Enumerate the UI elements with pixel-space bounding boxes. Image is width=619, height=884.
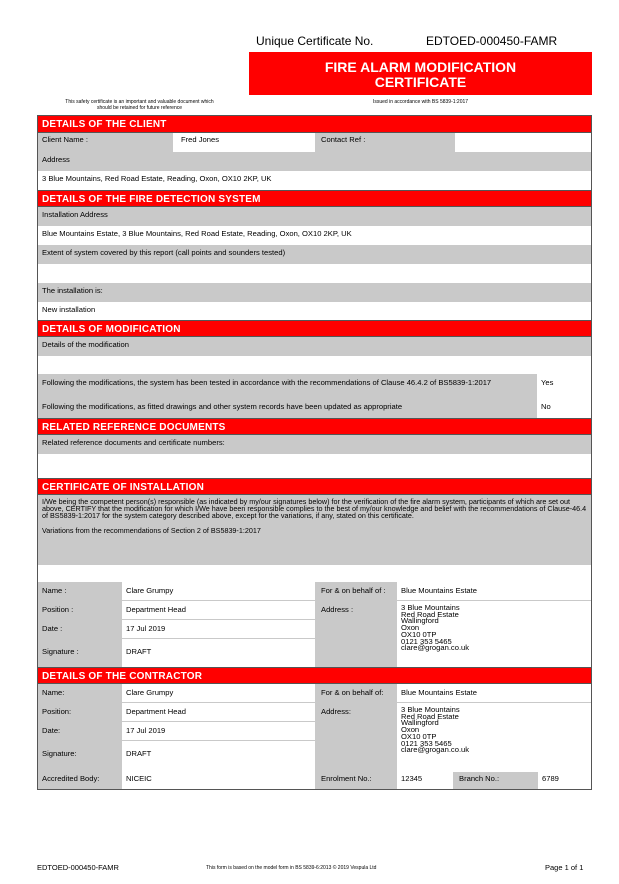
tested-value: Yes	[537, 374, 591, 400]
inst-name-label: Name :	[38, 582, 122, 601]
client-name-label: Client Name :	[38, 133, 173, 152]
client-name-value: Fred Jones	[173, 133, 315, 152]
drawings-statement: Following the modifications, as fitted drawings and other system records have been updated as appropriate	[38, 400, 537, 418]
retention-note	[37, 99, 242, 111]
references-value	[38, 454, 591, 472]
con-name-label: Name:	[38, 684, 122, 703]
certificate-form	[37, 115, 592, 790]
inst-address-label: Address :	[315, 601, 397, 667]
footer-note: This form is based on the model form in BS 5839-6:2013 © 2019 Vespula Ltd	[206, 865, 377, 871]
inst-position-label: Position :	[38, 601, 122, 620]
con-address-line: Oxon	[401, 725, 420, 735]
inst-name-value: Clare Grumpy	[122, 582, 315, 601]
accredited-body-label: Accredited Body:	[38, 772, 122, 789]
installation-cert-heading: CERTIFICATE OF INSTALLATION	[38, 478, 591, 495]
title-line-1: FIRE ALARM MODIFICATION	[324, 59, 517, 75]
spacer	[38, 472, 591, 478]
branch-label: Branch No.:	[453, 772, 538, 789]
references-section-heading: RELATED REFERENCE DOCUMENTS	[38, 418, 591, 435]
inst-address-line: OX10 0TP	[401, 629, 437, 639]
inst-address-line: Red Road Estate	[401, 609, 459, 619]
inst-date-value: 17 Jul 2019	[122, 620, 315, 639]
modification-details-label: Details of the modification	[38, 337, 591, 356]
con-signature-value: DRAFT	[122, 741, 315, 772]
client-section-heading: DETAILS OF THE CLIENT	[38, 116, 591, 133]
con-behalf-value: Blue Mountains Estate	[397, 684, 591, 703]
tested-row	[38, 374, 591, 400]
contractor-section-heading: DETAILS OF THE CONTRACTOR	[38, 667, 591, 684]
enrolment-label: Enrolment No.:	[315, 772, 397, 789]
installation-type-label: The installation is:	[38, 283, 591, 302]
retention-note-line-1: This safety certificate is an important and valuable document which	[65, 99, 214, 105]
con-position-value: Department Head	[122, 703, 315, 722]
con-address-line: clare@grogan.co.uk	[401, 745, 470, 755]
accreditation-row	[38, 772, 591, 789]
con-date-label: Date:	[38, 722, 122, 741]
inst-position-value: Department Head	[122, 601, 315, 620]
system-extent-value	[38, 264, 591, 283]
declaration-block	[38, 495, 591, 565]
con-address-line: 0121 353 5465	[401, 738, 452, 748]
con-position-label: Position:	[38, 703, 122, 722]
con-address-line: OX10 0TP	[401, 731, 437, 741]
certificate-number-label: Unique Certificate No.	[256, 34, 374, 48]
title-line-2: CERTIFICATE	[374, 74, 467, 90]
footer-certificate-number: EDTOED-000450-FAMR	[37, 863, 119, 872]
con-date-value: 17 Jul 2019	[122, 722, 315, 741]
drawings-value: No	[537, 400, 591, 418]
modification-section-heading: DETAILS OF MODIFICATION	[38, 320, 591, 337]
inst-address-line: 3 Blue Mountains	[401, 603, 460, 612]
accredited-body-value: NICEIC	[122, 772, 315, 789]
con-behalf-label: For & on behalf of:	[315, 684, 397, 703]
con-signature-label: Signature:	[38, 741, 122, 772]
installation-address-label: Installation Address	[38, 207, 591, 226]
client-address-label: Address	[38, 152, 591, 171]
inst-signature-label: Signature :	[38, 639, 122, 667]
installation-signatory-block	[38, 582, 591, 667]
issued-note: Issued in accordance with BS 5839-1:2017	[372, 99, 469, 105]
tested-statement: Following the modifications, the system has been tested in accordance with the recommendations of Clause 46.4.2 of BS5839-1:2017	[38, 374, 537, 400]
certificate-number: EDTOED-000450-FAMR	[426, 34, 558, 48]
inst-address-value	[397, 601, 591, 667]
retention-note-line-2: should be retained for future reference	[96, 105, 183, 111]
con-address-line: 3 Blue Mountains	[401, 705, 460, 714]
installation-type-value: New installation	[38, 302, 591, 320]
con-address-line: Red Road Estate	[401, 711, 459, 721]
inst-signature-value: DRAFT	[122, 639, 315, 667]
drawings-row	[38, 400, 591, 418]
con-name-value: Clare Grumpy	[122, 684, 315, 703]
branch-value: 6789	[538, 772, 591, 789]
inst-address-line: Wallingford	[401, 616, 439, 626]
contact-ref-label: Contact Ref :	[315, 133, 455, 152]
inst-address-line: 0121 353 5465	[401, 636, 452, 646]
modification-details-value	[38, 356, 591, 374]
contractor-block	[38, 684, 591, 772]
inst-address-line: clare@grogan.co.uk	[401, 643, 470, 653]
inst-behalf-value: Blue Mountains Estate	[397, 582, 591, 601]
contact-ref-value	[455, 133, 591, 152]
inst-behalf-label: For & on behalf of :	[315, 582, 397, 601]
spacer	[38, 565, 591, 582]
con-address-value	[397, 703, 591, 772]
inst-date-label: Date :	[38, 620, 122, 639]
client-name-row	[38, 133, 591, 152]
variations-label: Variations from the recommendations of Section 2 of BS5839-1:2017	[42, 525, 261, 535]
client-address-value: 3 Blue Mountains, Red Road Estate, Reading, Oxon, OX10 2KP, UK	[38, 171, 591, 190]
inst-address-line: Oxon	[401, 623, 420, 633]
page-number: Page 1 of 1	[545, 863, 584, 872]
enrolment-value: 12345	[397, 772, 453, 789]
title-banner	[249, 52, 592, 95]
system-section-heading: DETAILS OF THE FIRE DETECTION SYSTEM	[38, 190, 591, 207]
installation-address-value: Blue Mountains Estate, 3 Blue Mountains, Red Road Estate, Reading, Oxon, OX10 2KP, UK	[38, 226, 591, 245]
references-label: Related reference documents and certificate numbers:	[38, 435, 591, 454]
system-extent-label: Extent of system covered by this report (call points and sounders tested)	[38, 245, 591, 264]
declaration-text: I/We being the competent person(s) responsible (as indicated by my/our signatures below) for the verification of the fire alarm system, participants of which are set out above, CERTIFY that the modification for which I/We have been responsible complies to the best of my/our knowledge and belief with the recommendations of Clause-46.4 of BS5839-1:2017 for the system category described above, except for the variations, if any, stated on this certificate.	[42, 497, 587, 521]
con-address-label: Address:	[315, 703, 397, 772]
con-address-line: Wallingford	[401, 718, 439, 728]
